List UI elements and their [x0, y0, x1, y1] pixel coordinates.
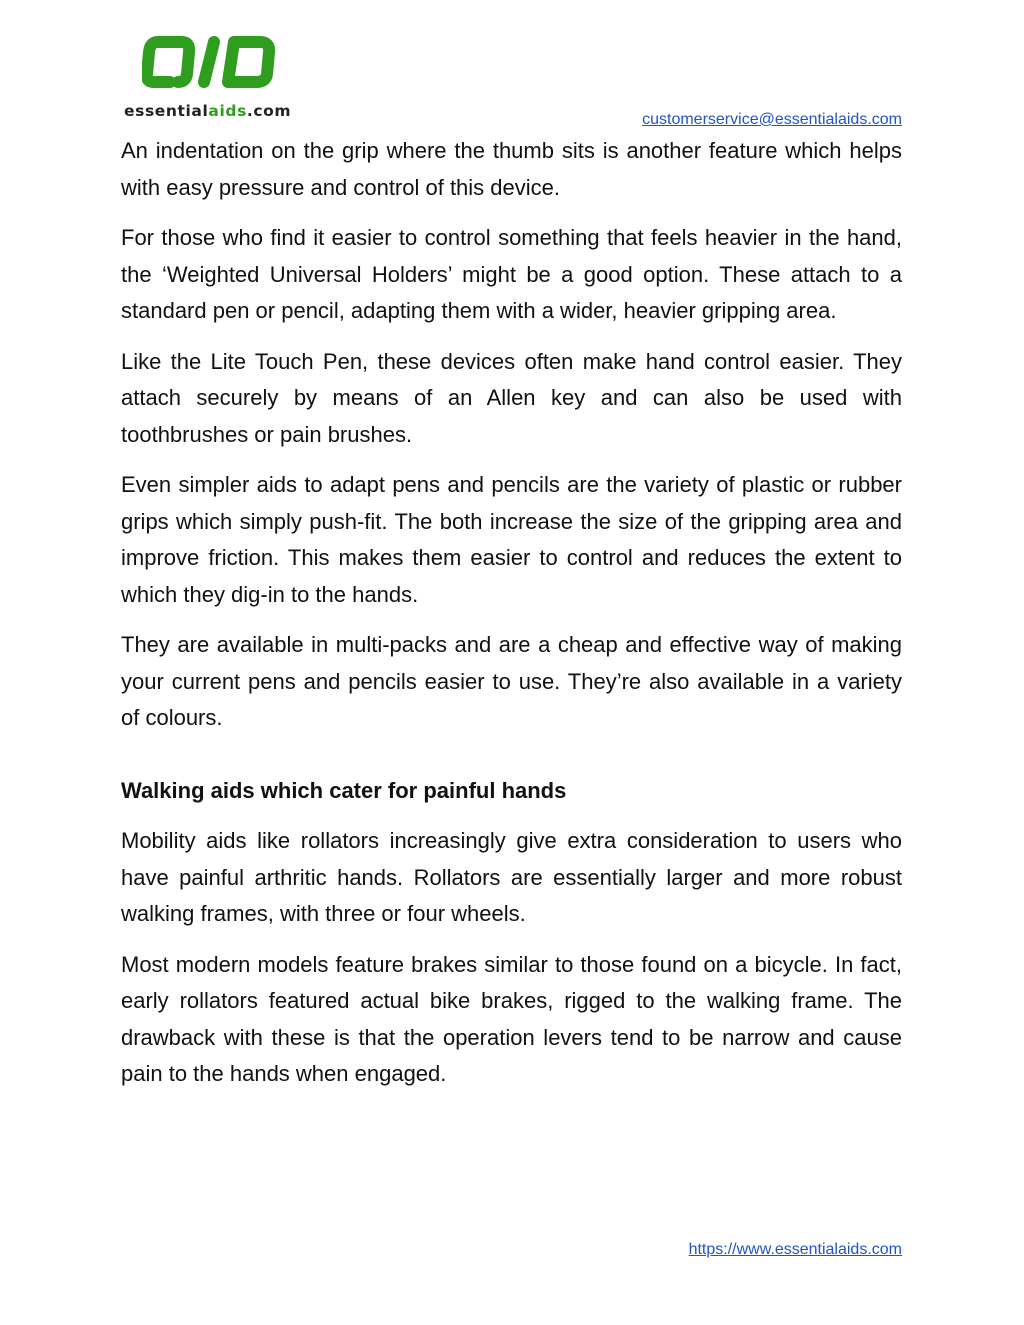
logo-text-middle: aids [208, 102, 247, 120]
paragraph: Like the Lite Touch Pen, these devices often make hand control easier. They attach securely by means of an Allen key and can also be used with toothbrushes or pain brushes. [121, 348, 902, 447]
website-url-link[interactable]: https://www.essentialaids.com [688, 1241, 902, 1258]
section-heading: Walking aids which cater for painful hands [121, 777, 567, 803]
article-body [121, 133, 902, 1107]
paragraph: Mobility aids like rollators increasingly give extra consideration to users who have painful arthritic hands. Rollators are essentially larger and more robust walking frames, with three or four wheels. [121, 828, 902, 926]
paragraph: Most modern models feature brakes similar to those found on a bicycle. In fact, early rollators featured actual bike brakes, rigged to the walking frame. The drawback with these is that the operation levers tend to be narrow and cause pain to the hands when engaged. [121, 951, 902, 1086]
brand-logo [120, 34, 298, 124]
paragraph: An indentation on the grip where the thumb sits is another feature which helps with easy pressure and control of this device. [121, 138, 902, 200]
paragraph: They are available in multi-packs and are a cheap and effective way of making your current pens and pencils easier to use. They’re also available in a variety of colours. [121, 632, 902, 730]
customer-service-email-link[interactable]: customerservice@essentialaids.com [642, 111, 902, 128]
paragraph: For those who find it easier to control something that feels heavier in the hand, the ‘Weighted Universal Holders’ might be a good option. These attach to a standard pen or pencil, adapting them with a wider, heavier gripping area. [121, 225, 902, 323]
paragraph: Even simpler aids to adapt pens and pencils are the variety of plastic or rubber grips which simply push-fit. The both increase the size of the gripping area and improve friction. This makes them easier to control and reduces the extent to which they dig-in to the hands. [121, 472, 902, 607]
logo-text-suffix: .com [246, 102, 292, 120]
logo-mark-icon [142, 34, 278, 90]
logo-wordmark [124, 102, 291, 120]
logo-text-prefix: essential [124, 102, 209, 120]
